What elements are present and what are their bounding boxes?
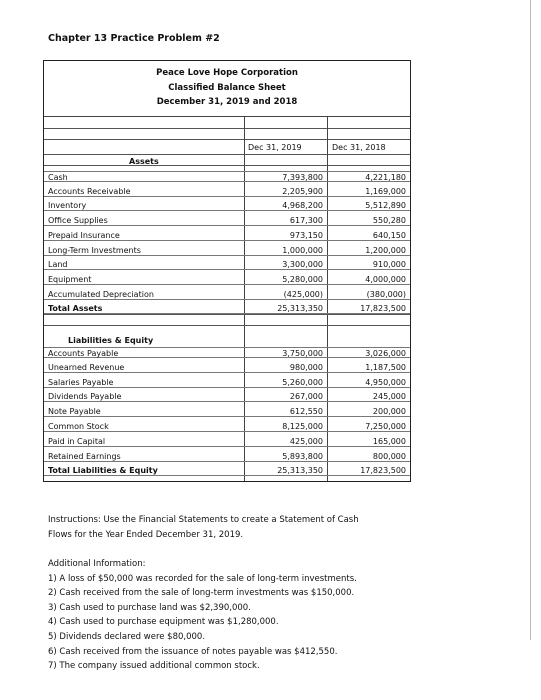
table-row: [44, 215, 410, 226]
company-name: Peace Love Hope Corporation: [156, 68, 298, 78]
value-2019: (425,000): [283, 289, 323, 299]
table-row: [44, 362, 410, 373]
value-2018: 245,000: [372, 392, 406, 402]
spacer-line: [44, 128, 410, 129]
row-label: Note Payable: [48, 407, 101, 417]
value-2019: 25,313,350: [277, 304, 323, 314]
additional-item: 2) Cash received from the sale of long-term investments was $150,000.: [48, 588, 355, 599]
value-2018: 4,221,180: [365, 173, 406, 182]
table-row: [44, 421, 410, 432]
value-2018: 17,823,500: [360, 304, 406, 314]
row-label: Land: [48, 260, 68, 270]
value-2019: 5,260,000: [282, 377, 323, 387]
table-row: [44, 186, 410, 197]
spacer-line: [44, 165, 410, 166]
table-row: [44, 259, 410, 270]
value-2019: 3,750,000: [282, 349, 323, 358]
value-2019: 3,300,000: [282, 260, 323, 270]
row-label: Office Supplies: [48, 216, 108, 226]
table-row: [44, 274, 410, 285]
row-label: Accounts Receivable: [48, 186, 131, 196]
statement-dates: December 31, 2019 and 2018: [156, 97, 298, 107]
spacer-line: [44, 154, 410, 155]
row-label: Total Assets: [48, 304, 103, 314]
value-2019: 612,550: [289, 407, 323, 417]
value-2018: 910,000: [372, 260, 406, 270]
value-2019: 973,150: [289, 230, 323, 240]
column-dividers: [44, 61, 410, 481]
page-title: Chapter 13 Practice Problem #2: [48, 33, 220, 44]
row-label: Cash: [48, 173, 68, 182]
table-row: [44, 465, 410, 476]
row-label: Dividends Payable: [48, 392, 122, 402]
value-2019: 1,000,000: [282, 245, 323, 255]
value-2018: 800,000: [372, 451, 406, 461]
row-label: Inventory: [48, 201, 87, 211]
column-header-2019: Dec 31, 2019: [248, 143, 302, 152]
table-row: [44, 451, 410, 462]
value-2018: 550,280: [372, 216, 406, 226]
spacer-line: [44, 139, 410, 140]
balance-sheet-table: [43, 60, 411, 482]
value-2018: 1,169,000: [365, 186, 406, 196]
table-row: [44, 303, 410, 314]
value-2019: 4,968,200: [282, 201, 323, 211]
value-2018: 4,000,000: [365, 274, 406, 284]
row-label: Accounts Payable: [48, 349, 119, 358]
value-2018: 3,026,000: [365, 349, 406, 358]
value-2019: 267,000: [289, 392, 323, 402]
table-row: [44, 377, 410, 388]
liabilities-section-title: Liabilities & Equity: [68, 336, 154, 345]
value-2019: 25,313,350: [277, 466, 323, 476]
value-2019: 425,000: [289, 436, 323, 446]
additional-heading: Additional Information:: [48, 559, 146, 569]
value-2018: 17,823,500: [360, 466, 406, 476]
table-row: [44, 406, 410, 417]
additional-item: 7) The company issued additional common stock.: [48, 661, 260, 672]
value-2019: 7,393,800: [282, 173, 323, 182]
table-row: [44, 200, 410, 211]
column-header-2018: Dec 31, 2018: [332, 143, 386, 152]
additional-item: 1) A loss of $50,000 was recorded for the sale of long-term investments.: [48, 573, 357, 584]
table-row: [44, 171, 410, 182]
row-label: Salaries Payable: [48, 377, 114, 387]
value-2018: 5,512,890: [365, 201, 406, 211]
value-2019: 617,300: [289, 216, 323, 226]
value-2018: 4,950,000: [365, 377, 406, 387]
row-label: Common Stock: [48, 422, 109, 431]
statement-header: [44, 61, 410, 117]
table-row: [44, 436, 410, 447]
table-row: [44, 245, 410, 256]
value-2019: 2,205,900: [282, 186, 323, 196]
row-label: Accumulated Depreciation: [48, 289, 154, 299]
instructions-text: Instructions: Use the Financial Statements to create a Statement of Cash Flows for the Year Ended December 31, 2019.: [48, 515, 359, 540]
value-2019: 5,893,800: [282, 451, 323, 461]
row-label: Paid in Capital: [48, 436, 106, 446]
value-2018: 1,187,500: [365, 362, 406, 372]
table-row: [44, 347, 410, 358]
row-label: Total Liabilities & Equity: [48, 466, 158, 476]
row-label: Prepaid Insurance: [48, 230, 120, 240]
assets-section-title: Assets: [129, 157, 159, 166]
spacer-line: [44, 314, 410, 315]
value-2018: 7,250,000: [365, 422, 406, 431]
value-2018: 165,000: [372, 436, 406, 446]
additional-item: 5) Dividends declared were $80,000.: [48, 631, 206, 642]
value-2018: 1,200,000: [365, 245, 406, 255]
value-2018: (380,000): [366, 289, 406, 299]
table-row: [44, 230, 410, 241]
page-edge-divider: [530, 0, 531, 640]
value-2018: 200,000: [372, 407, 406, 417]
value-2018: 640,150: [372, 230, 406, 240]
statement-name: Classified Balance Sheet: [168, 82, 286, 93]
row-label: Unearned Revenue: [48, 362, 125, 372]
row-label: Long-Term Investments: [48, 245, 141, 255]
value-2019: 5,280,000: [282, 274, 323, 284]
row-label: Equipment: [48, 274, 92, 284]
additional-item: 6) Cash received from the issuance of notes payable was $412,550.: [48, 646, 338, 657]
additional-item: 3) Cash used to purchase land was $2,390,000.: [48, 602, 251, 613]
table-row: [44, 289, 410, 300]
spacer-line: [44, 325, 410, 326]
value-2019: 980,000: [289, 362, 323, 372]
additional-information: [48, 557, 468, 674]
additional-item: 4) Cash used to purchase equipment was $1,280,000.: [48, 617, 279, 628]
table-row: [44, 391, 410, 402]
row-label: Retained Earnings: [48, 451, 121, 461]
value-2019: 8,125,000: [282, 422, 323, 431]
